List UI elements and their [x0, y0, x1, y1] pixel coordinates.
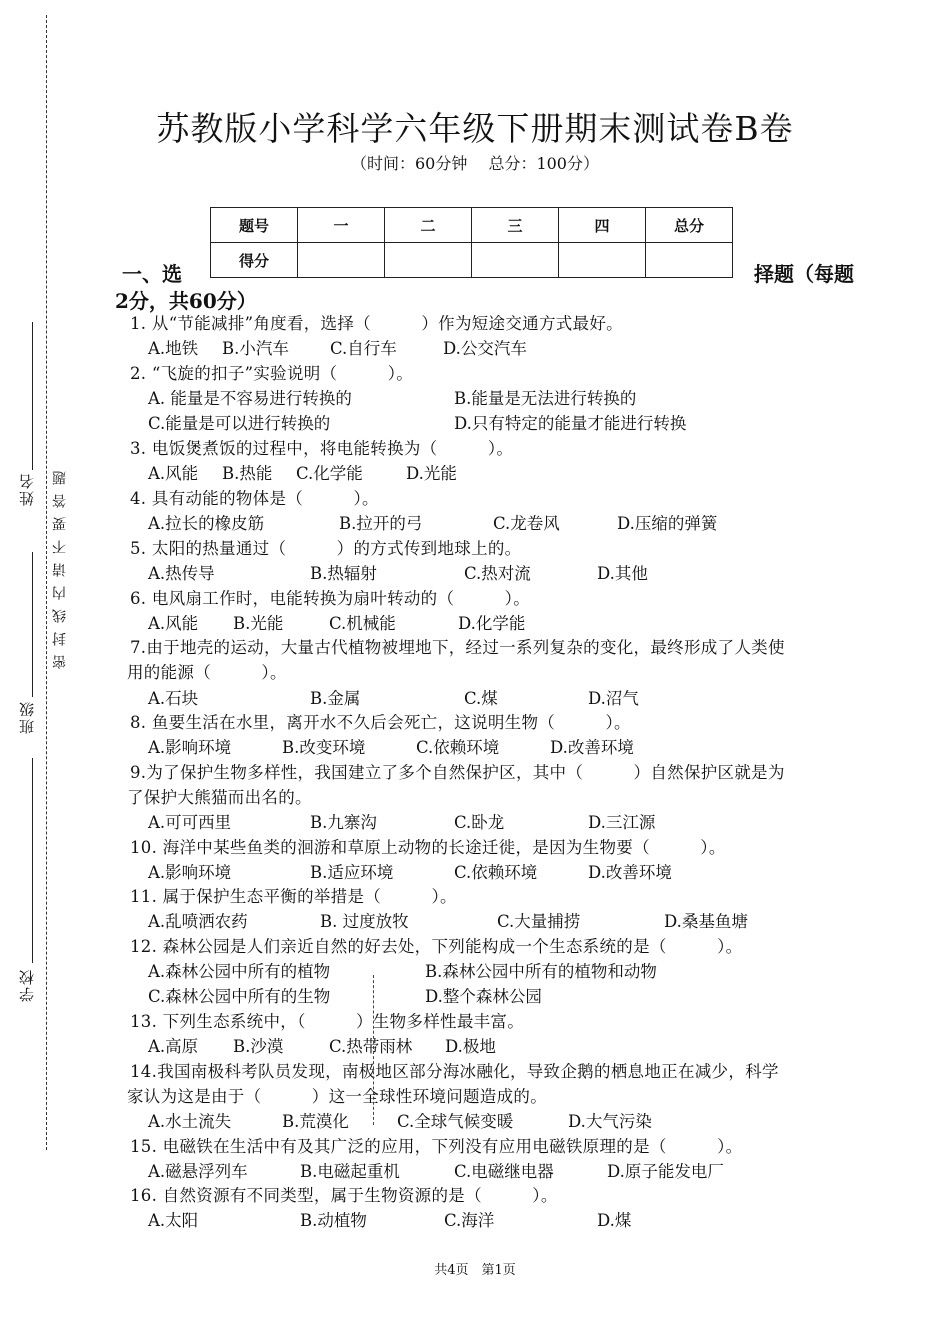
option: C.能量是可以进行转换的 — [148, 414, 331, 433]
page-footer: 共4页 第1页 — [434, 1263, 516, 1278]
option: C.热对流 — [464, 564, 531, 583]
option: D.煤 — [597, 1211, 632, 1230]
option: D.化学能 — [458, 614, 526, 633]
option: D.沼气 — [588, 689, 639, 708]
exam-info: （时间：60分钟 总分：100分） — [351, 154, 599, 173]
section-heading: 2分，共60分） — [115, 289, 257, 313]
section-heading: 一、选 — [122, 262, 182, 286]
option: C.电磁继电器 — [454, 1162, 554, 1181]
option: A.磁悬浮列车 — [148, 1162, 248, 1181]
option: C.依赖环境 — [454, 863, 538, 882]
question-7: 7.由于地壳的运动，大量古代植物被埋地下，经过一系列复杂的变化，最终形成了人类使 — [130, 638, 785, 657]
option: C.化学能 — [296, 464, 363, 483]
option: A.高原 — [148, 1037, 199, 1056]
option: A.石块 — [148, 689, 199, 708]
option: B.改变环境 — [282, 738, 366, 757]
name-label: 姓名 — [18, 472, 36, 506]
option: A.水土流失 — [148, 1112, 232, 1131]
score-input-cell[interactable] — [385, 243, 472, 278]
school-label: 学校 — [18, 968, 36, 1002]
question-13: 13. 下列生态系统中，（ ）生物多样性最丰富。 — [130, 1012, 525, 1031]
question-9-cont: 了保护大熊猫而出名的。 — [127, 788, 312, 807]
table-cell: 四 — [559, 208, 646, 243]
option: A.影响环境 — [148, 738, 232, 757]
option: D.光能 — [406, 464, 457, 483]
option: C.海洋 — [444, 1211, 495, 1230]
option: B.动植物 — [300, 1211, 367, 1230]
question-8: 8. 鱼要生活在水里，离开水不久后会死亡，这说明生物（ ）。 — [130, 713, 631, 732]
option: B.拉开的弓 — [339, 514, 423, 533]
option: B.荒漠化 — [282, 1112, 349, 1131]
class-blank-line — [32, 552, 33, 697]
name-blank-line — [32, 322, 33, 470]
option: B.电磁起重机 — [300, 1162, 400, 1181]
question-2: 2. “飞旋的扣子”实验说明（ ）。 — [130, 364, 414, 383]
option: C.煤 — [464, 689, 498, 708]
option: B.能量是无法进行转换的 — [454, 389, 637, 408]
option: D.极地 — [445, 1037, 496, 1056]
option: D.原子能发电厂 — [607, 1162, 724, 1181]
score-input-cell[interactable] — [559, 243, 646, 278]
binding-dash-line — [46, 15, 47, 1150]
seal-warning: 密封线内请不要答题 — [52, 462, 68, 669]
option: B.森林公园中所有的植物和动物 — [425, 962, 657, 981]
option: A.可可西里 — [148, 813, 232, 832]
option: B.小汽车 — [222, 339, 289, 358]
option: C.森林公园中所有的生物 — [148, 987, 331, 1006]
option: D.压缩的弹簧 — [617, 514, 718, 533]
question-9: 9.为了保护生物多样性，我国建立了多个自然保护区，其中（ ）自然保护区就是为 — [130, 763, 785, 782]
option: D.公交汽车 — [443, 339, 527, 358]
question-16: 16. 自然资源有不同类型，属于生物资源的是（ ）。 — [130, 1186, 558, 1205]
score-table — [210, 207, 733, 278]
option: D.大气污染 — [568, 1112, 652, 1131]
question-3: 3. 电饭煲煮饭的过程中，将电能转换为（ ）。 — [130, 439, 514, 458]
question-15: 15. 电磁铁在生活中有及其广泛的应用，下列没有应用电磁铁原理的是（ ）。 — [130, 1137, 743, 1156]
question-14: 14.我国南极科考队员发现，南极地区部分海冰融化，导致企鹅的栖息地正在减少，科学 — [130, 1062, 779, 1081]
option: B.光能 — [233, 614, 284, 633]
option: B.金属 — [310, 689, 361, 708]
score-input-cell[interactable] — [298, 243, 385, 278]
score-table-score-row — [211, 243, 733, 278]
option: A.森林公园中所有的植物 — [148, 962, 331, 981]
score-input-cell[interactable] — [472, 243, 559, 278]
stray-dash-line — [373, 975, 374, 1125]
question-6: 6. 电风扇工作时，电能转换为扇叶转动的（ ）。 — [130, 589, 531, 608]
table-cell: 三 — [472, 208, 559, 243]
option: C.大量捕捞 — [497, 912, 581, 931]
option: D.改善环境 — [588, 863, 672, 882]
option: B. 过度放牧 — [320, 912, 409, 931]
question-1: 1. 从“节能减排”角度看，选择（ ）作为短途交通方式最好。 — [130, 314, 623, 333]
question-10: 10. 海洋中某些鱼类的洄游和草原上动物的长途迁徙，是因为生物要（ ）。 — [130, 838, 726, 857]
option: A.拉长的橡皮筋 — [148, 514, 265, 533]
option: B.适应环境 — [310, 863, 394, 882]
table-cell: 二 — [385, 208, 472, 243]
question-12: 12. 森林公园是人们亲近自然的好去处，下列能构成一个生态系统的是（ ）。 — [130, 937, 743, 956]
option: A.风能 — [148, 464, 199, 483]
question-5: 5. 太阳的热量通过（ ）的方式传到地球上的。 — [130, 539, 522, 558]
page-title: 苏教版小学科学六年级下册期末测试卷B卷 — [156, 109, 794, 148]
option: A. 能量是不容易进行转换的 — [148, 389, 352, 408]
option: A.太阳 — [148, 1211, 199, 1230]
option: D.桑基鱼塘 — [664, 912, 748, 931]
score-table-header-row — [211, 208, 733, 243]
option: B.沙漠 — [233, 1037, 284, 1056]
option: B.热能 — [222, 464, 273, 483]
option: D.只有特定的能量才能进行转换 — [454, 414, 687, 433]
option: D.改善环境 — [550, 738, 634, 757]
table-cell: 一 — [298, 208, 385, 243]
question-11: 11. 属于保护生态平衡的举措是（ ）。 — [130, 887, 457, 906]
option: C.全球气候变暖 — [397, 1112, 514, 1131]
option: A.乱喷洒农药 — [148, 912, 248, 931]
question-4: 4. 具有动能的物体是（ ）。 — [130, 489, 379, 508]
table-cell: 题号 — [211, 208, 298, 243]
option: C.自行车 — [330, 339, 397, 358]
option: B.九寨沟 — [310, 813, 377, 832]
table-cell: 总分 — [646, 208, 733, 243]
section-heading: 择题（每题 — [754, 262, 854, 286]
option: D.整个森林公园 — [425, 987, 542, 1006]
school-blank-line — [32, 758, 33, 963]
option: C.龙卷风 — [493, 514, 560, 533]
option: C.依赖环境 — [416, 738, 500, 757]
option: D.其他 — [597, 564, 648, 583]
option: A.风能 — [148, 614, 199, 633]
question-14-cont: 家认为这是由于（ ）这一全球性环境问题造成的。 — [127, 1087, 547, 1106]
option: C.卧龙 — [454, 813, 505, 832]
table-cell: 得分 — [211, 243, 298, 278]
question-7-cont: 用的能源（ ）。 — [127, 663, 287, 682]
option: C.机械能 — [329, 614, 396, 633]
class-label: 班级 — [18, 700, 36, 734]
option: D.三江源 — [588, 813, 656, 832]
option: A.地铁 — [148, 339, 199, 358]
option: A.影响环境 — [148, 863, 232, 882]
option: B.热辐射 — [310, 564, 377, 583]
score-input-cell[interactable] — [646, 243, 733, 278]
option: C.热带雨林 — [329, 1037, 413, 1056]
option: A.热传导 — [148, 564, 215, 583]
